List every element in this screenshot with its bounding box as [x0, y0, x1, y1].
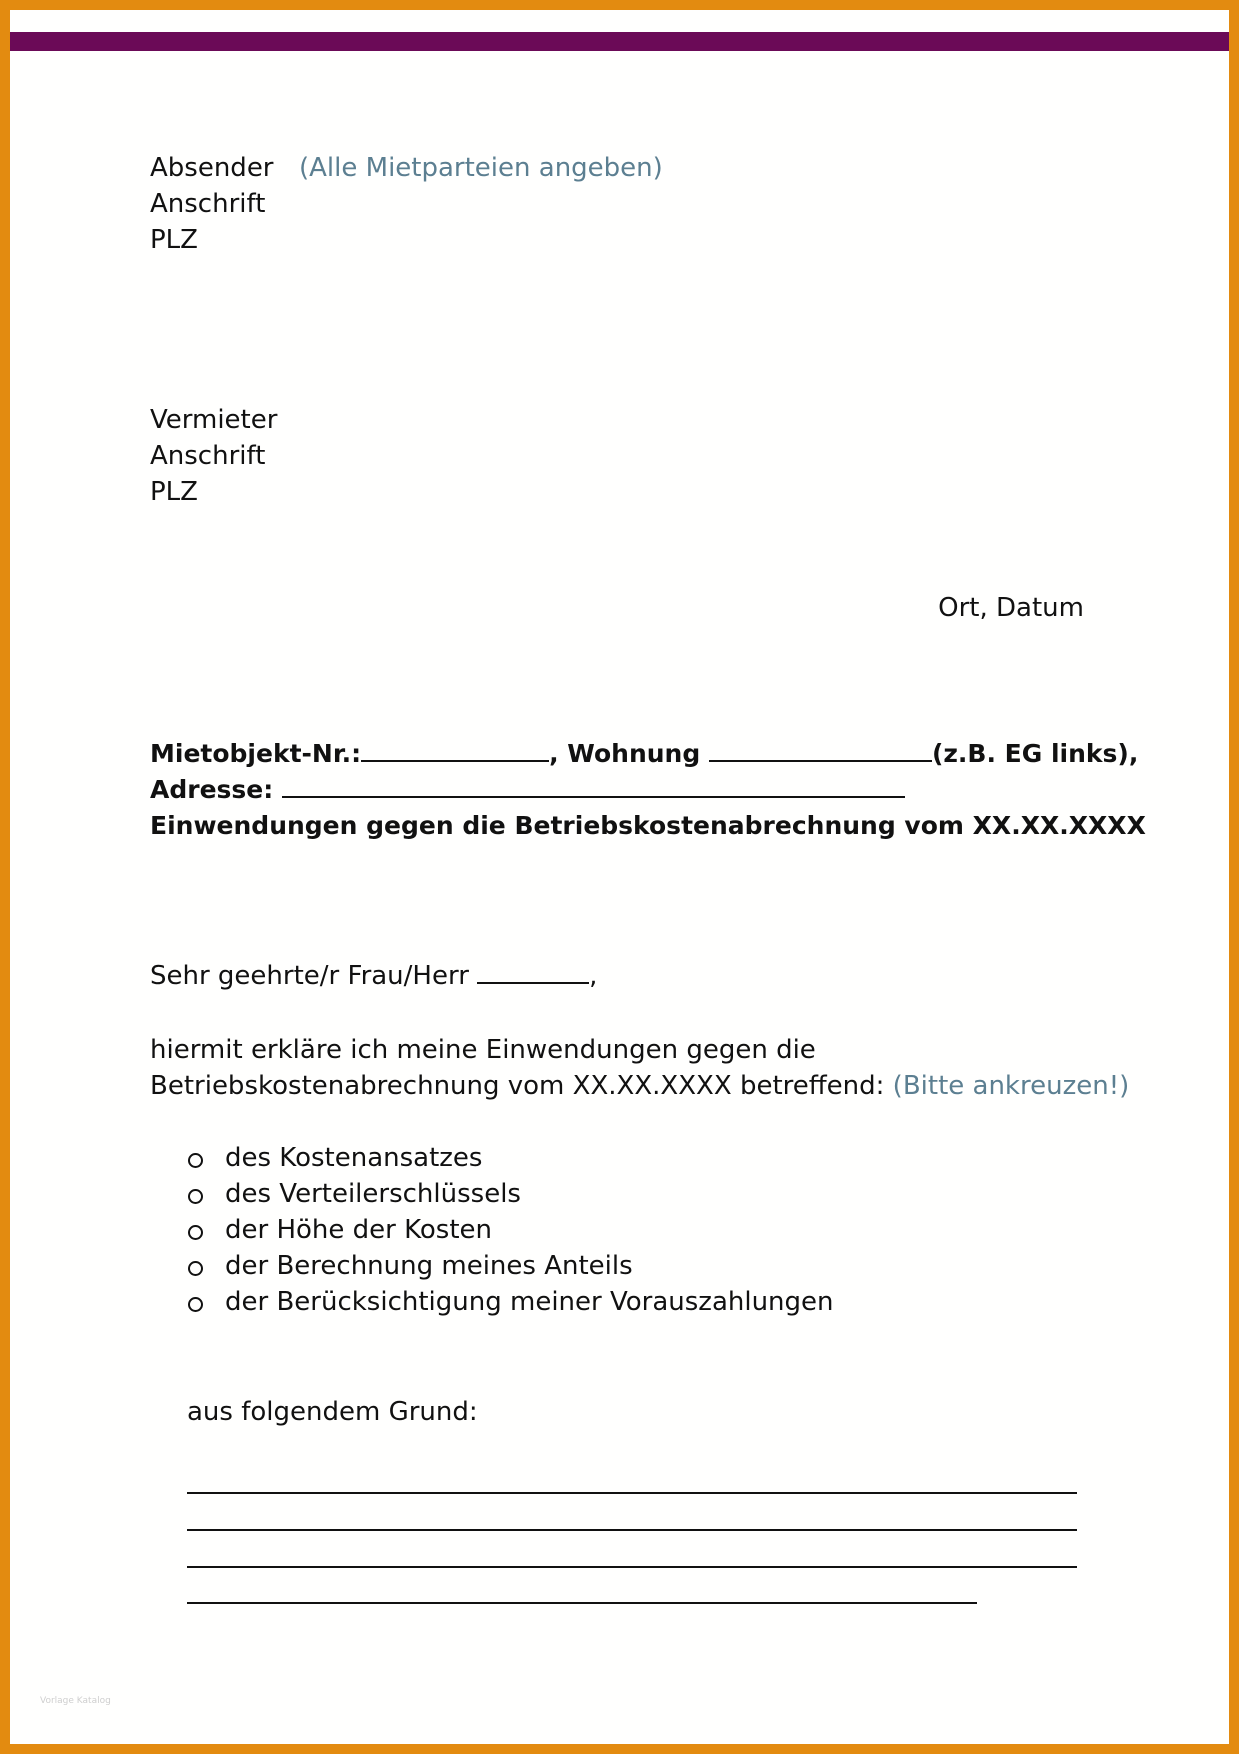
sender-label: Absender [150, 153, 274, 183]
body-line-1: hiermit erkläre ich meine Einwendungen gegen die [150, 1035, 816, 1065]
option-cost-amount: der Höhe der Kosten [225, 1215, 492, 1245]
sender-plz: PLZ [150, 225, 198, 255]
sender-address: Anschrift [150, 189, 266, 219]
landlord-plz: PLZ [150, 477, 198, 507]
checkbox-circle-icon[interactable] [188, 1189, 203, 1204]
reason-line-4[interactable] [187, 1602, 977, 1604]
reason-line-3[interactable] [187, 1566, 1077, 1568]
apartment-label: , Wohnung [549, 739, 709, 768]
salutation-blank [477, 958, 589, 984]
address-blank [282, 772, 905, 798]
tick-hint: (Bitte ankreuzen!) [892, 1071, 1130, 1101]
option-allocation-key: des Verteilerschlüssels [225, 1179, 521, 1209]
landlord-label: Vermieter [150, 405, 278, 435]
address-label: Adresse: [150, 775, 282, 804]
header-bar [10, 32, 1229, 51]
landlord-address: Anschrift [150, 441, 266, 471]
letter-page [10, 10, 1229, 1744]
checkbox-circle-icon[interactable] [188, 1153, 203, 1168]
subject-title: Einwendungen gegen die Betriebskostenabrechnung vom XX.XX.XXXX [150, 811, 1146, 840]
checkbox-circle-icon[interactable] [188, 1261, 203, 1276]
salutation: Sehr geehrte/r Frau/Herr , [150, 958, 597, 994]
sender-hint: (Alle Mietparteien angeben) [299, 153, 663, 183]
option-cost-approach: des Kostenansatzes [225, 1143, 483, 1173]
subject-line-2 [150, 772, 905, 808]
object-number-blank [361, 736, 549, 762]
object-number-label: Mietobjekt-Nr.: [150, 739, 362, 768]
reason-line-1[interactable] [187, 1492, 1077, 1494]
checkbox-circle-icon[interactable] [188, 1225, 203, 1240]
place-date: Ort, Datum [938, 593, 1084, 623]
watermark: Vorlage Katalog [40, 1696, 111, 1706]
checkbox-circle-icon[interactable] [188, 1297, 203, 1312]
subject-line-1 [150, 736, 1138, 772]
apartment-example: (z.B. EG links), [931, 739, 1139, 768]
option-prepayments: der Berücksichtigung meiner Vorauszahlungen [225, 1287, 834, 1317]
option-share-calculation: der Berechnung meines Anteils [225, 1251, 633, 1281]
apartment-blank [709, 736, 932, 762]
reason-line-2[interactable] [187, 1529, 1077, 1531]
reason-label: aus folgendem Grund: [187, 1397, 478, 1427]
body-line-2: Betriebskostenabrechnung vom XX.XX.XXXX betreffend: (Bitte ankreuzen!) [150, 1071, 1130, 1101]
